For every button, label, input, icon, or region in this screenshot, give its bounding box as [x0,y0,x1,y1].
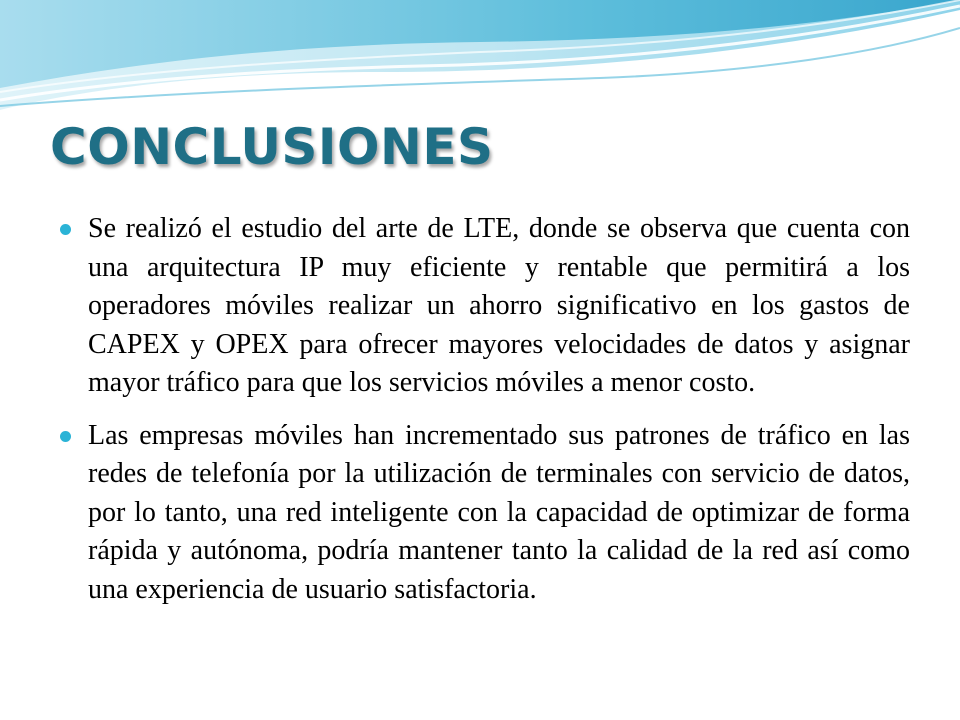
bullet-item [60,210,910,403]
bullet-item [60,417,910,610]
slide-title: CONCLUSIONES [50,118,494,176]
bullet-text: Se realizó el estudio del arte de LTE, donde se observa que cuenta con una arquitectura IP muy eficiente y rentable que permitirá a los operadores móviles realizar un ahorro significativo en los gastos de CAPEX y OPEX para ofrecer mayores velocidades de datos y asignar mayor tráfico para que los servicios móviles a menor costo. [88,213,910,398]
header-wave-decoration [0,0,960,120]
bullet-dot-icon [60,431,71,442]
bullet-dot-icon [60,224,71,235]
bullet-list [60,210,910,623]
bullet-text: Las empresas móviles han incrementado sus patrones de tráfico en las redes de telefonía por la utilización de terminales con servicio de datos, por lo tanto, una red inteligente con la capacidad de optimizar de forma rápida y autónoma, podría mantener tanto la calidad de la red así como una experiencia de usuario satisfactoria. [88,419,910,605]
